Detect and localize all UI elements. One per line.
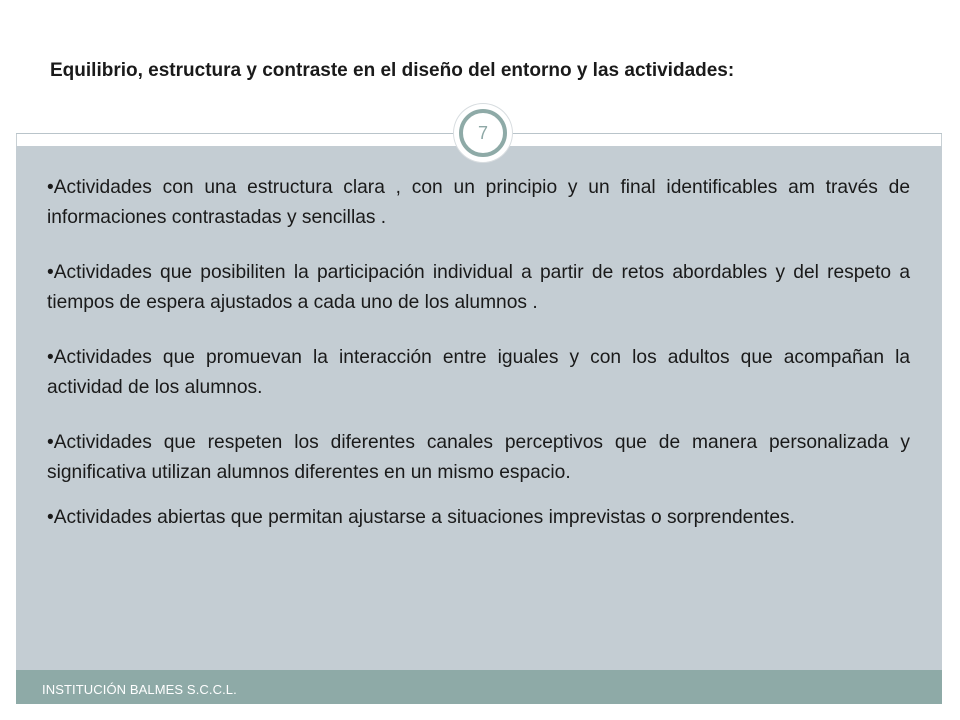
footer-text: INSTITUCIÓN BALMES S.C.C.L.: [42, 682, 237, 697]
bullet-item: •Actividades abiertas que permitan ajustarse a situaciones imprevistas o sorprendentes.: [47, 507, 795, 528]
slide-title: [50, 60, 930, 82]
bullet-item: •Actividades que posibiliten la participación individual a partir de retos abordables y del respeto a tiempos de espera ajustados a cada uno de los alumnos .: [47, 262, 910, 313]
slide-title-rest: en el diseño del entorno y las actividades:: [347, 60, 735, 81]
page-number: 7: [459, 109, 507, 157]
bullet-item: •Actividades con una estructura clara , con un principio y un final identificables am través de informaciones contrastadas y sencillas .: [47, 177, 910, 228]
footer-bar: [16, 670, 942, 704]
page-number-badge: [454, 104, 512, 162]
bullet-item: •Actividades que respeten los diferentes canales perceptivos que de manera personalizada y significativa utilizan alumnos diferentes en un mismo espacio.: [47, 432, 910, 483]
bullet-list: [47, 173, 910, 558]
bullet-item: •Actividades que promuevan la interacción entre iguales y con los adultos que acompañan la actividad de los alumnos.: [47, 347, 910, 398]
slide-title-bold: Equilibrio, estructura y contraste: [50, 60, 348, 81]
